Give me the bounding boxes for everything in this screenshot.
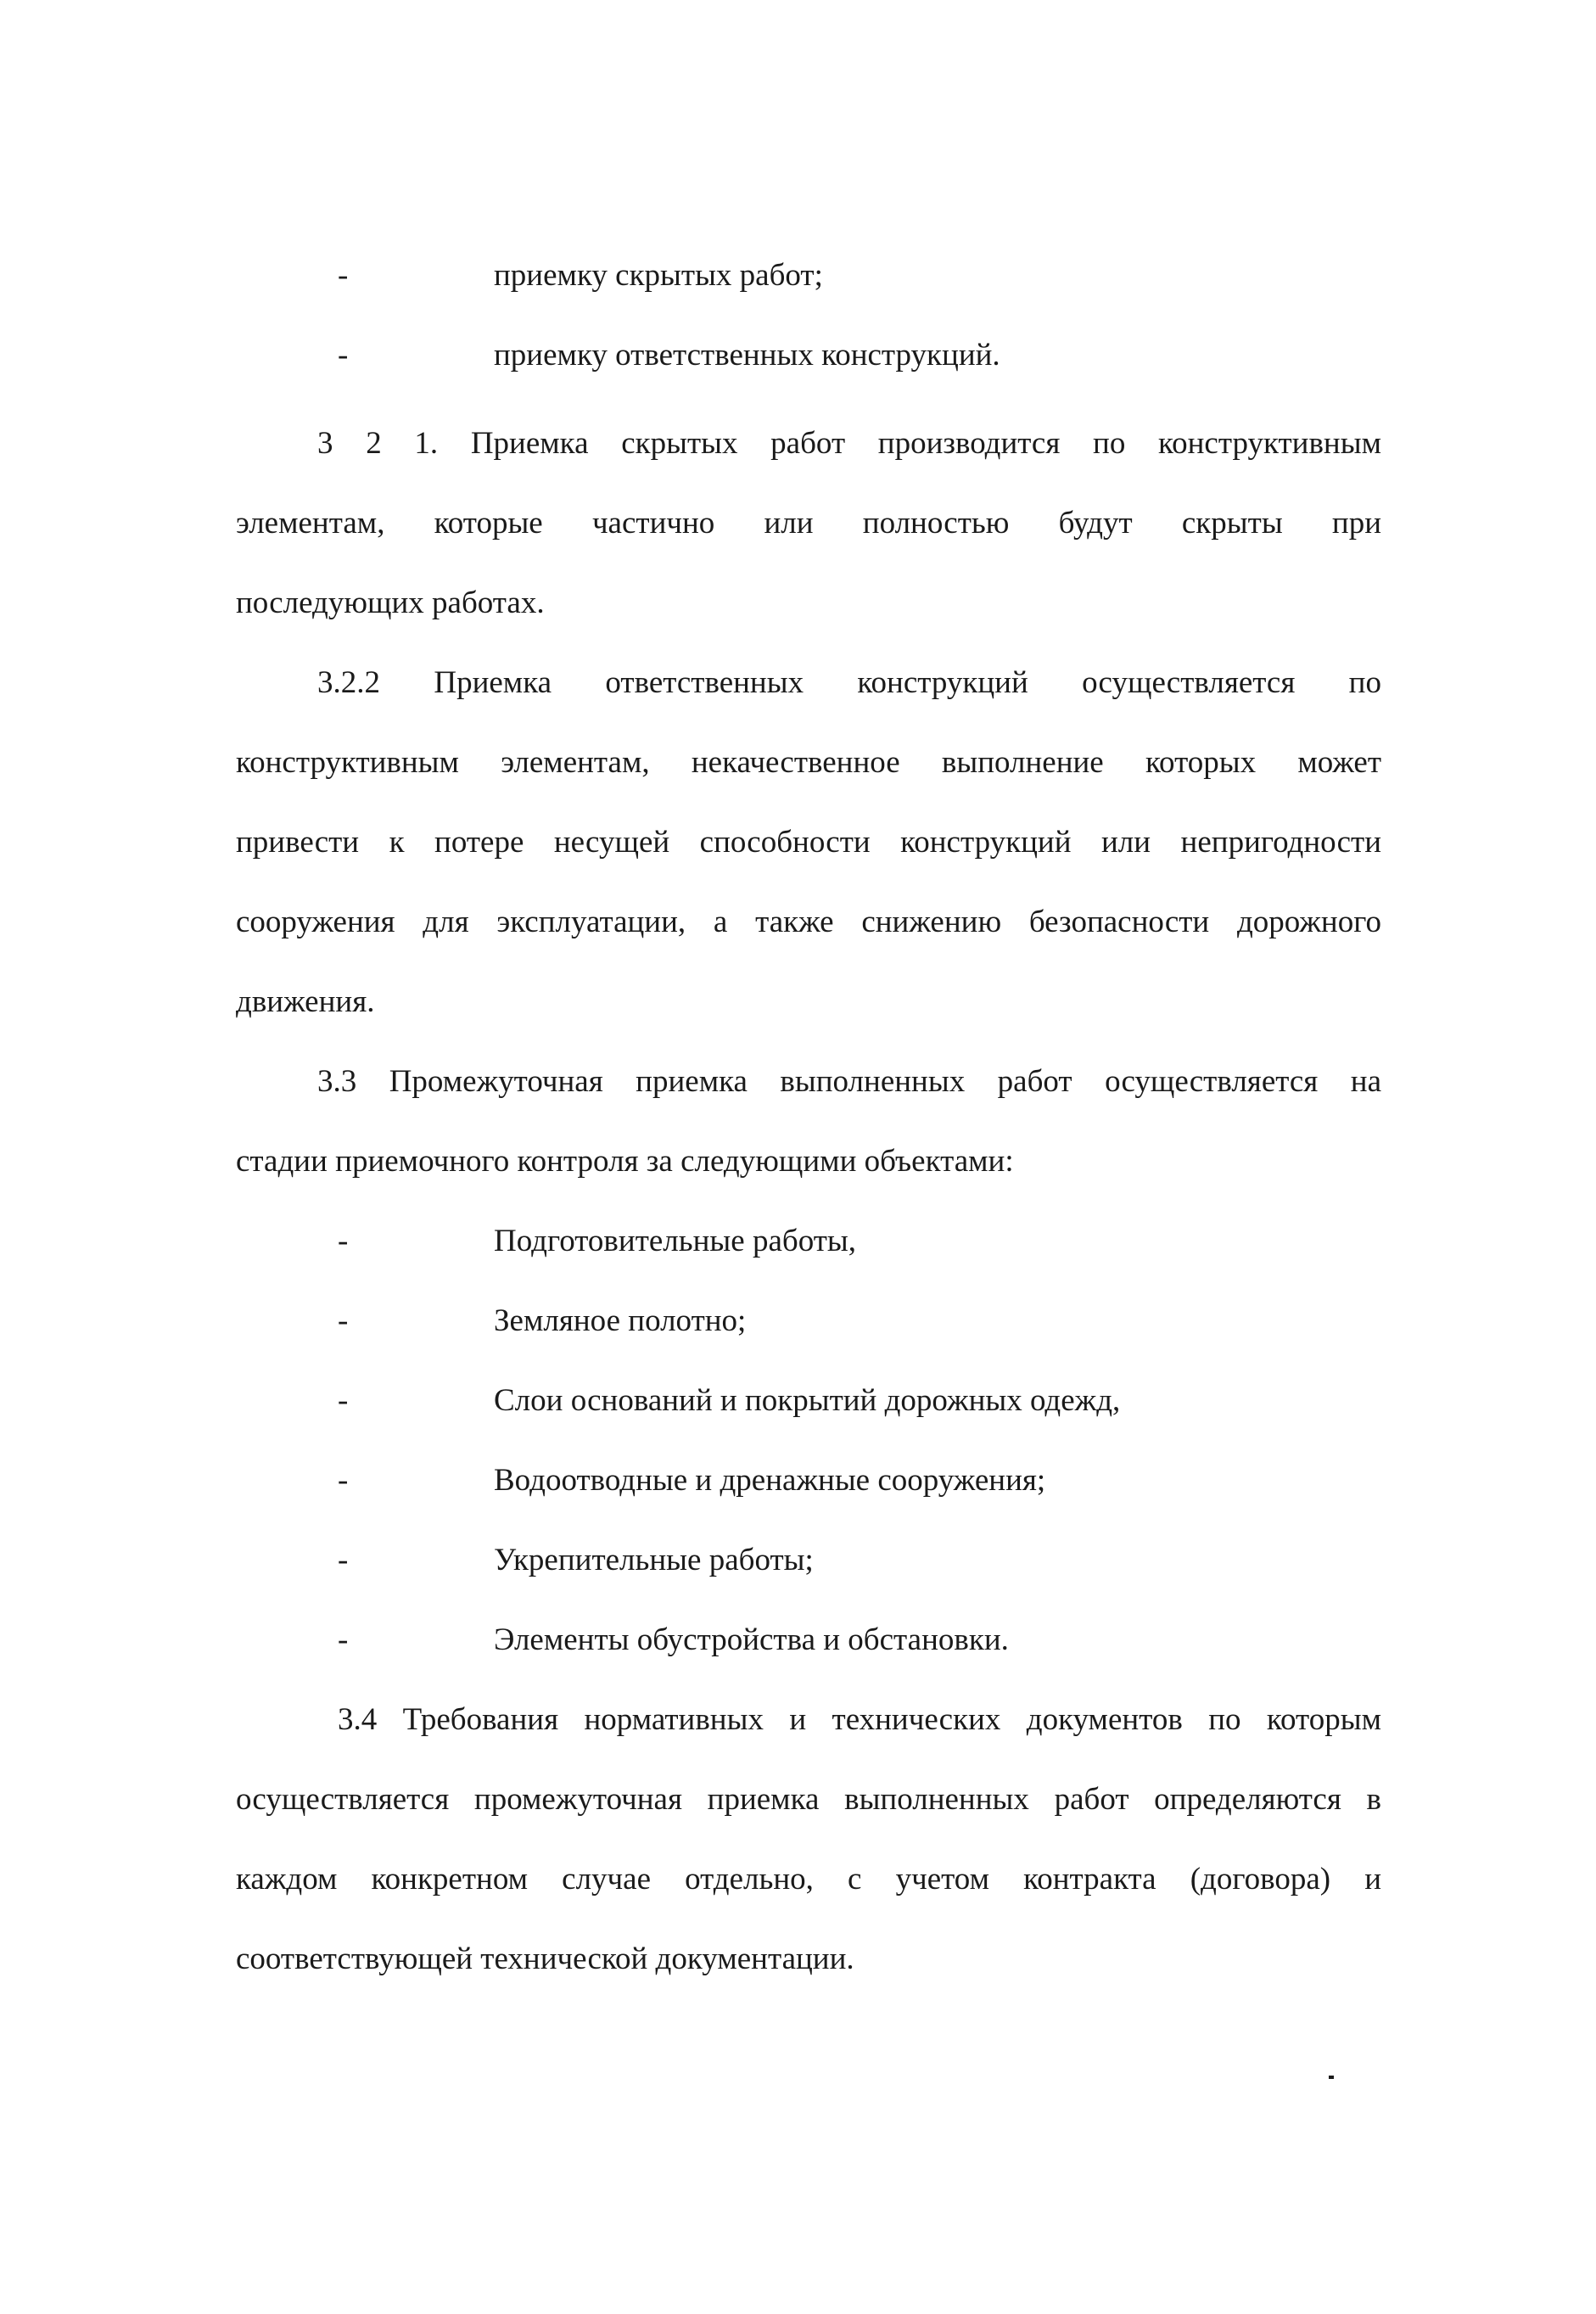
list-item: Подготовительные работы, bbox=[494, 1224, 856, 1258]
scan-mark bbox=[1329, 2076, 1334, 2079]
list-bullet: - bbox=[338, 1303, 349, 1338]
paragraph-line: движения. bbox=[236, 984, 375, 1019]
list-item: Элементы обустройства и обстановки. bbox=[494, 1622, 1009, 1657]
list-bullet: - bbox=[338, 1463, 349, 1498]
paragraph-line: 3.3 Промежуточная приемка выполненных работ осуществляется на bbox=[317, 1064, 1381, 1099]
list-bullet: - bbox=[338, 1543, 349, 1577]
paragraph-line: последующих работах. bbox=[236, 586, 545, 620]
list-item: приемку ответственных конструкций. bbox=[494, 338, 1000, 373]
paragraph-line: привести к потере несущей способности конструкций или непригодности bbox=[236, 825, 1381, 860]
list-bullet: - bbox=[338, 258, 349, 293]
paragraph-line: элементам, которые частично или полностью будут скрыты при bbox=[236, 506, 1381, 541]
list-item: Водоотводные и дренажные сооружения; bbox=[494, 1463, 1046, 1498]
paragraph-line: конструктивным элементам, некачественное выполнение которых может bbox=[236, 745, 1381, 780]
paragraph-line: соответствующей технической документации. bbox=[236, 1941, 854, 1976]
list-item: Земляное полотно; bbox=[494, 1303, 747, 1338]
list-item: Укрепительные работы; bbox=[494, 1543, 814, 1577]
list-item: приемку скрытых работ; bbox=[494, 258, 823, 293]
paragraph-line: стадии приемочного контроля за следующими объектами: bbox=[236, 1144, 1014, 1179]
paragraph-line: 3.4 Требования нормативных и технических документов по которым bbox=[338, 1702, 1381, 1737]
paragraph-line: осуществляется промежуточная приемка выполненных работ определяются в bbox=[236, 1782, 1381, 1817]
list-bullet: - bbox=[338, 338, 349, 373]
paragraph-line: 3 2 1. Приемка скрытых работ производится по конструктивным bbox=[317, 426, 1381, 461]
list-bullet: - bbox=[338, 1224, 349, 1258]
paragraph-line: 3.2.2 Приемка ответственных конструкций осуществляется по bbox=[317, 665, 1381, 700]
paragraph-line: каждом конкретном случае отдельно, с учетом контракта (договора) и bbox=[236, 1862, 1381, 1897]
list-bullet: - bbox=[338, 1383, 349, 1418]
list-bullet: - bbox=[338, 1622, 349, 1657]
list-item: Слои оснований и покрытий дорожных одежд, bbox=[494, 1383, 1121, 1418]
paragraph-line: сооружения для эксплуатации, а также снижению безопасности дорожного bbox=[236, 905, 1381, 939]
